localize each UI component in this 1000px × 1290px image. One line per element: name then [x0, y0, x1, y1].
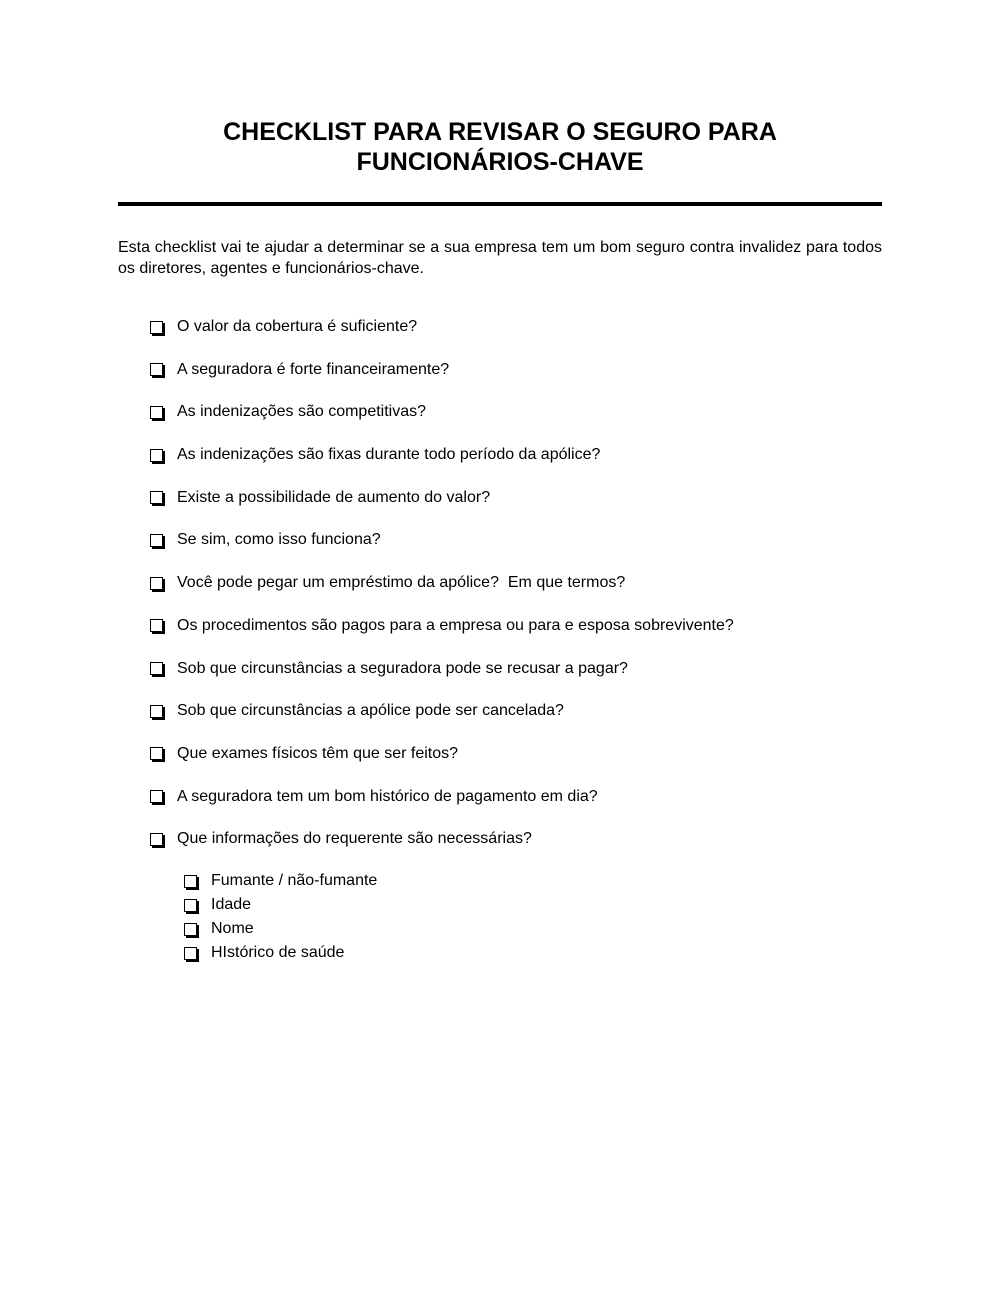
checklist-item[interactable]	[149, 613, 734, 639]
checkbox-icon[interactable]	[150, 449, 163, 462]
checklist-item[interactable]	[149, 399, 734, 425]
checklist-item[interactable]	[149, 357, 734, 383]
checklist-item[interactable]	[149, 314, 734, 340]
checklist-item[interactable]	[149, 784, 734, 810]
checkbox-icon[interactable]	[184, 899, 197, 912]
checklist-item[interactable]	[149, 698, 734, 724]
sub-checklist-item[interactable]	[183, 941, 377, 965]
checklist-item[interactable]	[149, 442, 734, 468]
checklist-item[interactable]	[149, 826, 734, 852]
checkbox-icon[interactable]	[184, 875, 197, 888]
checklist-item-label: Que informações do requerente são necessárias?	[177, 830, 532, 848]
sub-checklist-item-label: Fumante / não-fumante	[211, 872, 378, 889]
checkbox-icon[interactable]	[184, 947, 197, 960]
checkbox-icon[interactable]	[150, 705, 163, 718]
checklist-item[interactable]	[149, 527, 734, 553]
sub-checklist-item[interactable]	[183, 917, 377, 941]
checklist-item-label: Se sim, como isso funciona?	[177, 531, 381, 549]
sub-checklist-item-label: HIstórico de saúde	[211, 944, 345, 961]
sub-checklist-item-label: Nome	[211, 920, 254, 937]
checkbox-icon[interactable]	[150, 406, 163, 419]
checkbox-icon[interactable]	[150, 833, 163, 846]
checkbox-icon[interactable]	[150, 534, 163, 547]
title-divider	[118, 202, 882, 206]
checklist-item-label: As indenizações são competitivas?	[177, 403, 427, 421]
sub-checklist-item-label: Idade	[211, 896, 252, 913]
checklist-item-label: Que exames físicos têm que ser feitos?	[177, 744, 459, 762]
sub-checklist-item[interactable]	[183, 869, 377, 893]
checklist-item-label: Existe a possibilidade de aumento do valor?	[177, 488, 491, 506]
checklist-item-label: As indenizações são fixas durante todo período da apólice?	[177, 446, 601, 464]
checkbox-icon[interactable]	[150, 619, 163, 632]
checkbox-icon[interactable]	[150, 747, 163, 760]
checklist-item[interactable]	[149, 656, 734, 682]
checkbox-icon[interactable]	[150, 491, 163, 504]
checkbox-icon[interactable]	[150, 321, 163, 334]
checklist-item-label: A seguradora é forte financeiramente?	[177, 360, 450, 378]
checklist	[149, 314, 734, 869]
checklist-item-label: A seguradora tem um bom histórico de pagamento em dia?	[177, 787, 598, 805]
document-title	[118, 117, 882, 177]
checkbox-icon[interactable]	[150, 790, 163, 803]
checklist-item[interactable]	[149, 741, 734, 767]
sub-checklist-item[interactable]	[183, 893, 377, 917]
checkbox-icon[interactable]	[150, 662, 163, 675]
checkbox-icon[interactable]	[150, 363, 163, 376]
checklist-item[interactable]	[149, 485, 734, 511]
checklist-item[interactable]	[149, 570, 734, 596]
applicant-info-sublist	[183, 869, 377, 965]
checklist-item-label: Você pode pegar um empréstimo da apólice? Em que termos?	[177, 574, 626, 592]
checklist-item-label: Sob que circunstâncias a seguradora pode se recusar a pagar?	[177, 659, 628, 677]
title-line-1: CHECKLIST PARA REVISAR O SEGURO PARA	[223, 118, 777, 146]
checkbox-icon[interactable]	[150, 577, 163, 590]
checklist-item-label: Sob que circunstâncias a apólice pode ser cancelada?	[177, 702, 564, 720]
title-line-2: FUNCIONÁRIOS-CHAVE	[356, 148, 644, 176]
checklist-item-label: Os procedimentos são pagos para a empresa ou para e esposa sobrevivente?	[177, 616, 734, 634]
checkbox-icon[interactable]	[184, 923, 197, 936]
checklist-item-label: O valor da cobertura é suficiente?	[177, 318, 418, 335]
intro-paragraph: Esta checklist vai te ajudar a determinar se a sua empresa tem um bom seguro contra invalidez para todos os diretores, agentes e funcionários-chave.	[118, 239, 882, 277]
